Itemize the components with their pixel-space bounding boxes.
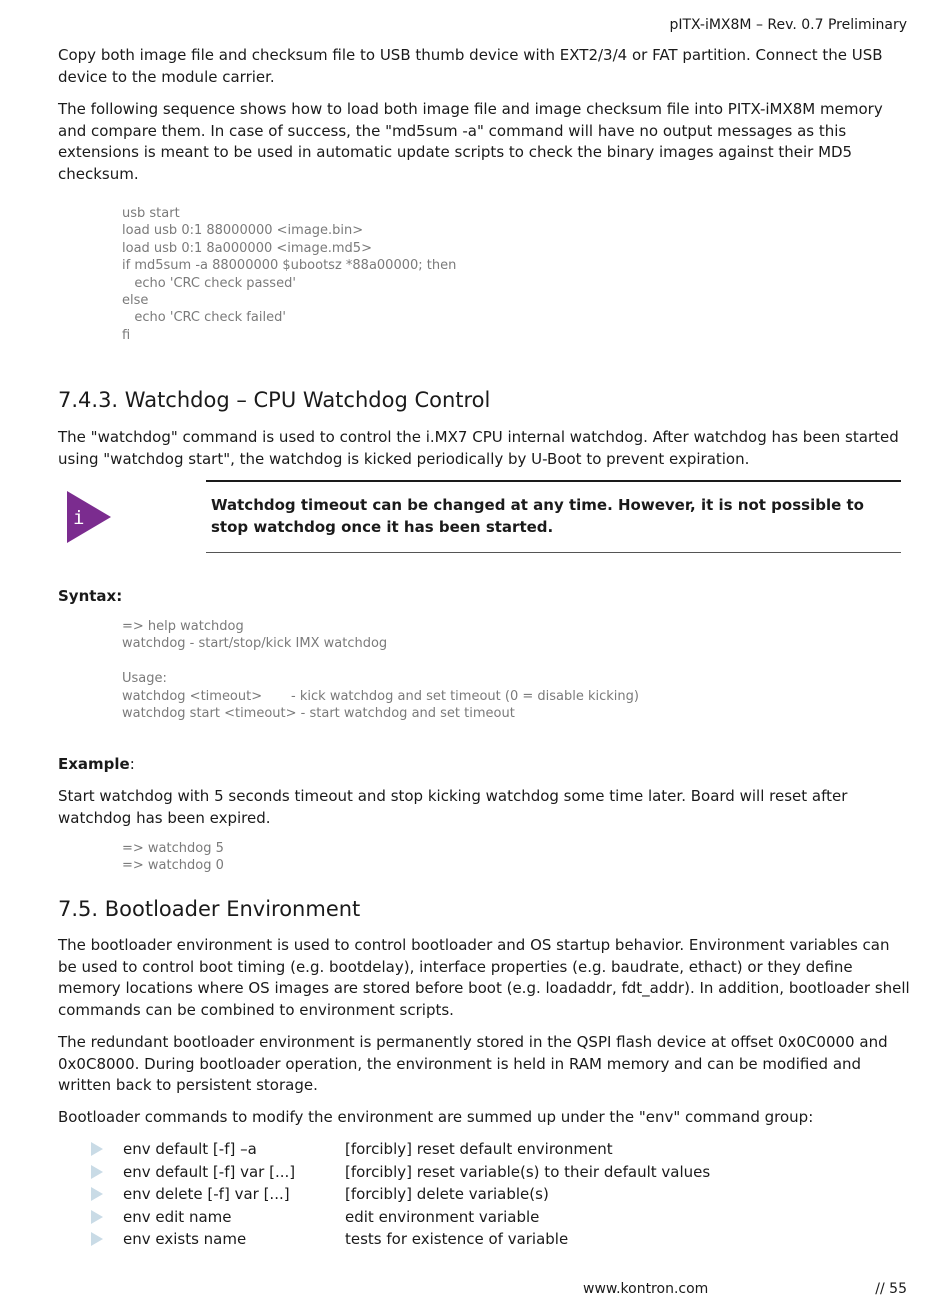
- section-heading-watchdog: 7.4.3. Watchdog – CPU Watchdog Control: [58, 388, 491, 412]
- info-icon-letter: i: [73, 507, 85, 529]
- example-heading-colon: :: [129, 755, 135, 773]
- env-command: env delete [-f] var [...]: [123, 1185, 290, 1204]
- list-item: [90, 1206, 870, 1229]
- paragraph-bootenv-storage: The redundant bootloader environment is permanently stored in the QSPI flash device at offset 0x0C0000 and 0x0C8000. During bootloader operation, the environment is held in RAM memory and can be modified and written back to persistent storage.: [58, 1033, 888, 1094]
- list-item: [90, 1183, 870, 1206]
- paragraph-load-sequence: The following sequence shows how to load both image file and image checksum file into PITX-iMX8M memory and compare them. In case of success, the "md5sum -a" command will have no output messages as this extensions is meant to be used in automatic update scripts to check the binary images against their MD5 checksum.: [58, 100, 883, 183]
- env-command: env exists name: [123, 1230, 247, 1249]
- note-text: Watchdog timeout can be changed at any time. However, it is not possible to stop watchdog once it has been started.: [211, 496, 864, 536]
- code-block-example: => watchdog 5 => watchdog 0: [122, 841, 224, 874]
- env-command-description: [forcibly] reset default environment: [345, 1140, 613, 1159]
- bullet-triangle-icon: [90, 1232, 104, 1246]
- section-heading-bootenv: 7.5. Bootloader Environment: [58, 897, 361, 921]
- note-top-rule: [206, 480, 901, 482]
- code-block-usb-load: usb start load usb 0:1 88000000 <image.bin> load usb 0:1 8a000000 <image.md5> if md5sum -a 88000000 $ubootsz *88a00000; then echo 'CRC check passed' else echo 'CRC check failed' fi: [122, 206, 457, 343]
- paragraph-env-commands: Bootloader commands to modify the environment are summed up under the "env" command group:: [58, 1108, 814, 1126]
- example-heading-label: Example: [58, 755, 130, 773]
- example-heading: [58, 755, 135, 773]
- env-command: env default [-f] –a: [123, 1140, 257, 1159]
- note-bottom-rule: [206, 552, 901, 553]
- info-icon: [66, 491, 112, 543]
- list-item: [90, 1228, 870, 1251]
- bullet-triangle-icon: [90, 1165, 104, 1179]
- paragraph-bootenv-intro: The bootloader environment is used to control bootloader and OS startup behavior. Environment variables can be used to control boot timing (e.g. bootdelay), interface properties (e.g. baudrate, ethact) or they define memory locations where OS images are stored before boot (e.g. loadaddr, fdt_addr). In addition, bootloader shell commands can be combined to environment scripts.: [58, 936, 910, 1019]
- bullet-triangle-icon: [90, 1210, 104, 1224]
- footer-url[interactable]: www.kontron.com: [583, 1281, 709, 1297]
- list-item: [90, 1161, 870, 1184]
- paragraph-watchdog-intro: The "watchdog" command is used to control the i.MX7 CPU internal watchdog. After watchdog has been started using "watchdog start", the watchdog is kicked periodically by U-Boot to prevent expiration.: [58, 428, 899, 468]
- bullet-triangle-icon: [90, 1142, 104, 1156]
- env-command: env edit name: [123, 1207, 232, 1226]
- env-command-description: [forcibly] delete variable(s): [345, 1185, 549, 1204]
- paragraph-example: Start watchdog with 5 seconds timeout and stop kicking watchdog some time later. Board will reset after watchdog has been expired.: [58, 787, 848, 827]
- paragraph-copy-image: Copy both image file and checksum file to USB thumb device with EXT2/3/4 or FAT partition. Connect the USB device to the module carrier.: [58, 46, 883, 86]
- bullet-triangle-icon: [90, 1187, 104, 1201]
- list-item: [90, 1138, 870, 1161]
- page-number: // 55: [875, 1281, 907, 1297]
- env-command: env default [-f] var [...]: [123, 1162, 296, 1181]
- env-command-list: [90, 1138, 870, 1251]
- env-command-description: tests for existence of variable: [345, 1230, 569, 1249]
- page-header: pITX-iMX8M – Rev. 0.7 Preliminary: [669, 17, 907, 33]
- code-block-syntax: => help watchdog watchdog - start/stop/kick IMX watchdog Usage: watchdog <timeout> - kick watchdog and set timeout (0 = disable kicking) watchdog start <timeout> - start watchdog and set timeout: [122, 619, 639, 722]
- env-command-description: edit environment variable: [345, 1207, 540, 1226]
- env-command-description: [forcibly] reset variable(s) to their default values: [345, 1162, 711, 1181]
- syntax-heading: Syntax:: [58, 587, 123, 605]
